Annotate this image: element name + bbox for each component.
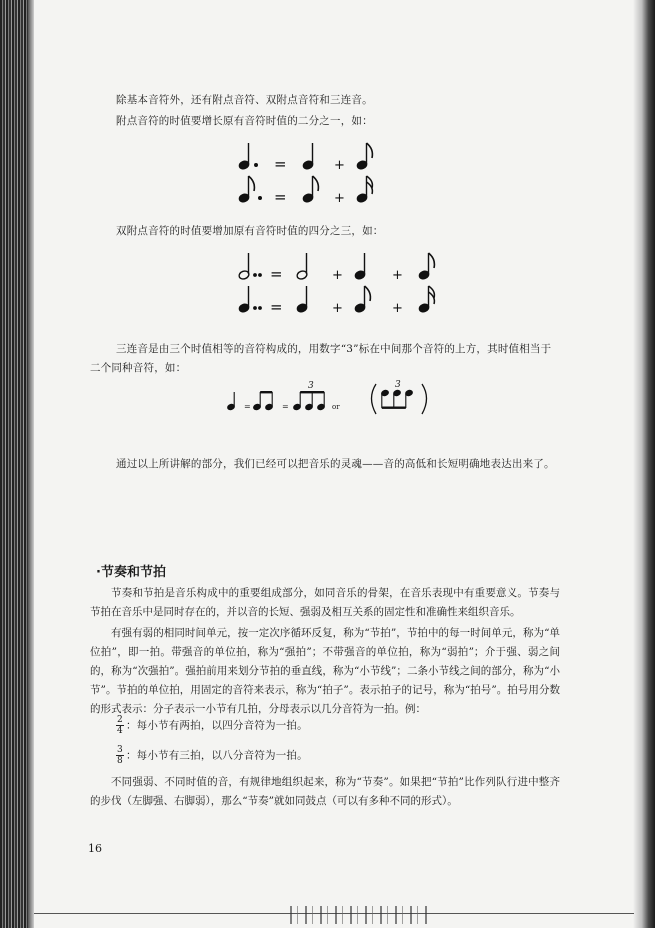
svg-text:=: = — [270, 265, 283, 283]
flag-icon — [365, 286, 371, 301]
beam-icon — [260, 391, 272, 393]
beam-icon — [300, 391, 324, 393]
scan-right-edge — [633, 0, 655, 928]
dot-icon — [255, 164, 258, 167]
beam-icon — [382, 407, 406, 409]
paragraph-3: 不同强弱、不同时值的音，有规律地组织起来，称为“节奏”。如果把“节拍”比作列队行进中整齐的步伐（左脚强、右脚弱），那么“节奏”就如同鼓点（可以有多种不同的形式）。 — [90, 776, 560, 807]
time-signature-2-4: $\frac{2}{4}$ — [117, 715, 123, 736]
flag-icon — [367, 143, 373, 158]
example-2 — [116, 745, 308, 766]
flag-icon — [429, 292, 435, 304]
svg-text:=: = — [270, 298, 283, 316]
time-signature-3-8: $\frac{3}{8}$ — [117, 745, 123, 766]
paren-right-icon — [422, 384, 427, 414]
dot-icon — [259, 274, 262, 277]
double-dot-line: 双附点音符的时值要增加原有音符时值的四分之三，如： — [116, 225, 384, 237]
svg-text:=: = — [244, 402, 251, 411]
double-dotted-note-equations — [228, 250, 468, 322]
paragraph-2: 有强有弱的相同时间单元，按一定次序循环反复，称为“节拍”，节拍中的每一时间单元，称为“单位拍”，即一拍。带强音的单位拍，称为“强拍”；不带强音的单位拍，称为“弱拍”；介于强、弱之间的，称为“次强拍”。强拍前用来划分节拍的垂直线，称为“小节线”；二条小节线之间的部分，称为“小节”。节拍的单位拍，用固定的音符来表示，称为“拍子”。表示拍子的记号，称为“拍号”。拍号用分数的形式表示：分子表示一小节有几拍，分母表示以几分音符为一拍。例： — [90, 627, 560, 715]
paragraph-1: 节奏和节拍是音乐构成中的重要组成部分，如同音乐的骨架，在音乐表现中有重要意义。节奏与节拍在音乐中是同时存在的，并以音的长短、强弱及相互关系的固定性和准确性来组织音乐。 — [90, 587, 560, 618]
svg-text:=: = — [274, 188, 287, 206]
scan-bottom-marks — [290, 906, 430, 924]
example-2-text: ：每小节有三拍，以八分音符为一拍。 — [125, 749, 308, 762]
scan-binding-shadow — [28, 0, 34, 928]
dotted-note-equations — [228, 140, 468, 212]
intro-line-2: 附点音符的时值要增长原有音符时值的二分之一，如： — [116, 115, 373, 127]
triplet-line-2: 二个同种音符，如： — [90, 362, 187, 374]
example-1-text: ：每小节有两拍，以四分音符为一拍。 — [125, 719, 308, 732]
svg-text:+: + — [332, 268, 343, 283]
triplet-number-1: 3 — [308, 381, 314, 391]
scan-binding-edge — [0, 0, 28, 928]
triplet-example — [225, 378, 435, 418]
svg-text:+: + — [392, 268, 403, 283]
triplet-line-1: 三连音是由三个时值相等的音符构成的，用数字“3”标在中间那个音符的上方，其时值相当于 — [116, 343, 552, 355]
section-heading: ·节奏和节拍 — [96, 565, 166, 580]
flag-icon — [429, 253, 435, 268]
svg-text:=: = — [282, 402, 289, 411]
intro-line-1: 除基本音符外，还有附点音符、双附点音符和三连音。 — [116, 94, 373, 106]
svg-text:=: = — [274, 155, 287, 173]
flag-icon — [367, 182, 373, 194]
dot-icon — [254, 307, 257, 310]
flag-icon — [249, 176, 255, 191]
svg-text:+: + — [332, 301, 343, 316]
svg-text:+: + — [392, 301, 403, 316]
dot-icon — [254, 274, 257, 277]
summary-line: 通过以上所讲解的部分，我们已经可以把音乐的灵魂——音的高低和长短明确地表达出来了。 — [116, 458, 555, 470]
dot-icon — [259, 307, 262, 310]
triplet-number-2: 3 — [395, 380, 401, 390]
paren-left-icon — [372, 384, 377, 414]
or-label: or — [332, 403, 340, 411]
dot-icon — [259, 197, 262, 200]
page-number: 16 — [88, 842, 102, 855]
example-1 — [116, 715, 308, 736]
svg-text:+: + — [334, 191, 345, 206]
svg-text:+: + — [334, 158, 345, 173]
flag-icon — [313, 176, 319, 191]
